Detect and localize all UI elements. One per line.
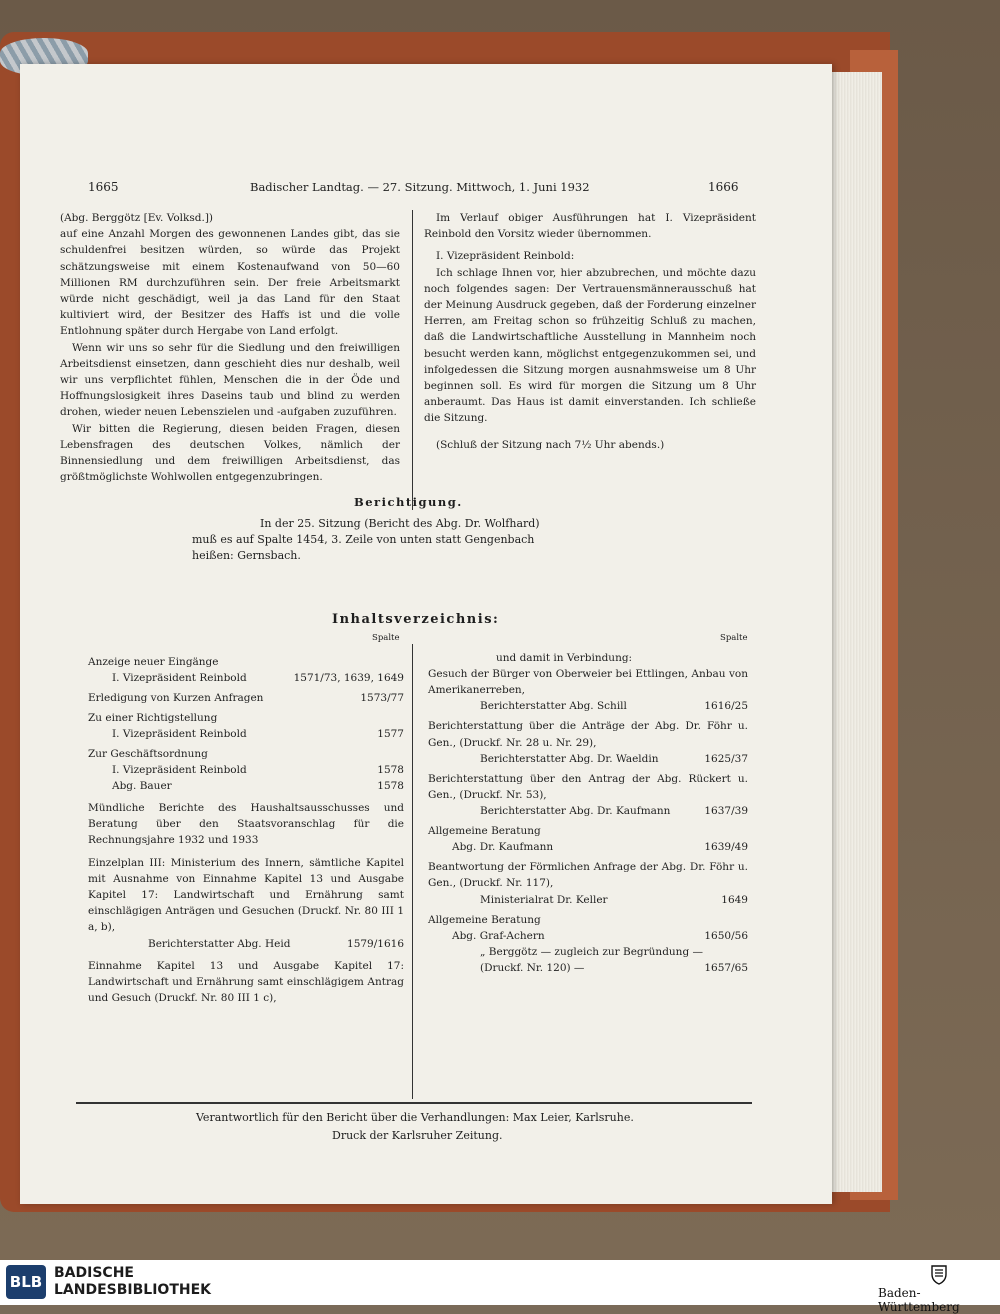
toc-paragraph-text: Gesuch der Bürger von Oberweier bei Ettlingen, Anbau von Amerikanerreben, — [428, 668, 748, 697]
left-column — [60, 210, 400, 485]
session-closing: (Schluß der Sitzung nach 7½ Uhr abends.) — [436, 438, 665, 451]
toc-entry-text: und damit in Verbindung: — [496, 652, 633, 664]
left-paragraph-1: auf eine Anzahl Morgen des gewonnenen Landes gibt, das sie schuldenfrei besitzen würden, so würde das Projekt schätzungsweise mit einem Kostenaufwand von 50—60 Millionen RM durchzuführen sein. Der freie Arbeitsmarkt würde nicht geschädigt, weil ja das Land für den Staat kultiviert wird, der Besitzer des Haffs ist und die volle Entlohnung später durch Hergabe von Land erfolgt. — [60, 228, 400, 338]
page-number-right: 1666 — [708, 180, 739, 194]
toc-entry-text: Abg. Bauer — [112, 780, 172, 792]
left-paragraph-3: Wir bitten die Regierung, diesen beiden Fragen, diesen Lebensfragen des deutschen Volkes, nämlich der Binnensiedlung und dem freiwilligen Arbeitsdienst, das größtmöglichste Wohlwollen entgegenzubringen. — [60, 422, 400, 484]
toc-entry-page: 1650/56 — [704, 929, 748, 942]
toc-paragraph-text: Beantwortung der Förmlichen Anfrage der Abg. Dr. Föhr u. Gen., (Druckf. Nr. 117), — [428, 861, 748, 890]
column-divider-top — [412, 210, 413, 510]
correction-line-1: In der 25. Sitzung (Bericht des Abg. Dr. Wolfhard) — [260, 517, 540, 530]
toc-heading: Inhaltsverzeichnis: — [332, 612, 500, 627]
library-name[interactable] — [54, 1265, 211, 1299]
toc-entry — [428, 823, 748, 839]
toc-entry-page: 1616/25 — [704, 700, 748, 713]
correction-line-2: muß es auf Spalte 1454, 3. Zeile von unten statt Gengenbach — [192, 533, 535, 546]
footer-rule — [76, 1102, 752, 1104]
right-intro: Im Verlauf obiger Ausführungen hat I. Vizepräsident Reinbold den Vorsitz wieder übernommen. — [424, 212, 756, 241]
left-speaker: (Abg. Berggötz [Ev. Volksd.]) — [60, 212, 214, 224]
toc-entry-text: I. Vizepräsident Reinbold — [112, 672, 247, 684]
toc-entry-page: 1577 — [377, 728, 404, 740]
toc-entry-text: Erledigung von Kurzen Anfragen — [88, 692, 264, 704]
toc-entry-text: „ Berggötz — zugleich zur Begründung — — [480, 945, 703, 958]
toc-entry-page: 1578 — [377, 780, 404, 792]
toc-entry-page: 1657/65 — [704, 961, 748, 974]
toc-entry-text: Allgemeine Beratung — [428, 825, 541, 838]
document-page — [20, 64, 832, 1204]
library-name-line-1: BADISCHE — [54, 1265, 134, 1281]
correction-line-3: heißen: Gernsbach. — [192, 549, 301, 562]
toc-entry-text: Anzeige neuer Eingänge — [88, 656, 219, 668]
toc-entry — [428, 912, 748, 928]
toc-entry-page: 1625/37 — [704, 752, 748, 765]
toc-entry — [428, 944, 748, 960]
toc-right-paragraph-3 — [428, 771, 748, 803]
toc-entry-page: 1637/39 — [704, 805, 748, 818]
toc-entry — [428, 650, 748, 666]
toc-entry — [428, 698, 748, 714]
toc-entry — [428, 839, 748, 855]
toc-entry — [428, 803, 748, 819]
toc-entry — [88, 690, 404, 706]
toc-entry-text: Abg. Graf-Achern — [452, 929, 545, 942]
toc-entry — [88, 726, 404, 742]
toc-entry-text: (Druckf. Nr. 120) — — [480, 961, 585, 974]
toc-entry-text: Ministerialrat Dr. Keller — [480, 893, 608, 906]
toc-entry-text: Berichterstatter Abg. Dr. Kaufmann — [480, 805, 671, 818]
state-label[interactable]: Baden-Württemberg — [878, 1286, 960, 1314]
toc-paragraph-3 — [88, 958, 404, 1007]
toc-paragraph-text: Berichterstattung über die Anträge der Abg. Dr. Föhr u. Gen., (Druckf. Nr. 28 u. Nr. 29), — [428, 720, 748, 749]
toc-entry — [428, 751, 748, 767]
toc-entry — [88, 746, 404, 762]
toc-entry — [88, 654, 404, 670]
library-name-line-2: LANDESBIBLIOTHEK — [54, 1282, 212, 1298]
toc-paragraph-1 — [88, 800, 404, 849]
toc-entry-page: 1571/73, 1639, 1649 — [293, 672, 404, 684]
toc-entry — [88, 778, 404, 794]
toc-entry — [88, 710, 404, 726]
toc-right-column — [428, 650, 748, 976]
toc-entry — [428, 892, 748, 908]
right-paragraph: Ich schlage Ihnen vor, hier abzubrechen, und möchte dazu noch folgendes sagen: Der Vertrauensmännerausschuß hat der Meinung Ausdruck gegeben, daß der Forderung einzelner Herren, am Freitag schon so frühzeitig Schluß zu machen, daß die Landwirtschaftliche Ausstellung in Mannheim noch besucht werden kann, möglichst entgegenzukommen sei, und infolgedessen die Sitzung morgen ausnahmsweise um 8 Uhr beginnen soll. Es wird für morgen die Sitzung um 8 Uhr anberaumt. Das Haus ist damit einverstanden. Ich schließe die Sitzung. — [424, 266, 756, 425]
toc-entry-text: Zur Geschäftsordnung — [88, 748, 208, 760]
column-divider-toc — [412, 644, 413, 1099]
toc-paragraph-2 — [88, 855, 404, 936]
toc-column-label-left: Spalte — [372, 633, 400, 643]
imprint-line-1: Verantwortlich für den Bericht über die Verhandlungen: Max Leier, Karlsruhe. — [196, 1111, 634, 1124]
toc-entry-page: 1579/1616 — [347, 937, 404, 950]
toc-entry-page: 1639/49 — [704, 841, 748, 854]
toc-paragraph-text: Mündliche Berichte des Haushaltsausschusses und Beratung über den Staatsvoranschlag für die Rechnungsjahre 1932 und 1933 — [88, 802, 404, 847]
toc-entry — [88, 936, 404, 952]
toc-right-paragraph-2 — [428, 718, 748, 750]
left-paragraph-2: Wenn wir uns so sehr für die Siedlung und den freiwilligen Arbeitsdienst einsetzen, dann geschieht dies nur deshalb, weil wir uns verpflichtet fühlen, Menschen die in der Öde und Hoffnungslosigkeit ihres Daseins taub und blind zu werden drohen, wieder neuen Lebenszielen und -aufgaben zuzuführen. — [60, 341, 400, 419]
toc-entry-text: Allgemeine Beratung — [428, 913, 541, 926]
toc-entry-text: I. Vizepräsident Reinbold — [112, 728, 247, 740]
imprint-line-2: Druck der Karlsruher Zeitung. — [332, 1129, 503, 1142]
right-column — [424, 210, 756, 453]
toc-entry-text: Berichterstatter Abg. Schill — [480, 700, 627, 713]
running-title: Badischer Landtag. — 27. Sitzung. Mittwoch, 1. Juni 1932 — [250, 180, 590, 194]
toc-entry-text: Berichterstatter Abg. Dr. Waeldin — [480, 752, 659, 765]
toc-paragraph-text: Einnahme Kapitel 13 und Ausgabe Kapitel 17: Landwirtschaft und Ernährung samt einschlägigem Antrag und Gesuch (Druckf. Nr. 80 III 1 c), — [88, 959, 404, 1005]
toc-entry — [428, 960, 748, 976]
toc-entry — [88, 670, 404, 686]
toc-column-label-right: Spalte — [720, 633, 748, 643]
toc-left-column — [88, 654, 404, 1006]
coat-of-arms-icon — [928, 1263, 950, 1285]
toc-right-paragraph-1 — [428, 666, 748, 698]
blb-logo[interactable]: BLB — [6, 1265, 46, 1299]
toc-entry-text: I. Vizepräsident Reinbold — [112, 764, 247, 776]
toc-entry-page: 1573/77 — [360, 692, 404, 704]
toc-entry-text: Abg. Dr. Kaufmann — [452, 841, 554, 854]
page-number-left: 1665 — [88, 180, 119, 194]
toc-paragraph-text: Einzelplan III: Ministerium des Innern, sämtliche Kapitel mit Ausnahme von Einnahme Kapitel 13 und Ausgabe Kapitel 17: Landwirtschaft und Ernährung samt einschlägigen Anträgen und Gesuchen (Druckf. Nr. 80 III 1 a, b), — [88, 856, 404, 934]
toc-entry-page: 1578 — [377, 764, 404, 776]
right-speaker: I. Vizepräsident Reinbold: — [436, 250, 575, 263]
correction-heading: Berichtigung. — [354, 495, 463, 509]
toc-paragraph-text: Berichterstattung über den Antrag der Abg. Rückert u. Gen., (Druckf. Nr. 53), — [428, 772, 748, 802]
toc-entry — [428, 928, 748, 944]
toc-entry — [88, 762, 404, 778]
toc-entry-text: Berichterstatter Abg. Heid — [148, 937, 291, 950]
toc-entry-page: 1649 — [721, 893, 748, 906]
toc-entry-text: Zu einer Richtigstellung — [88, 712, 218, 724]
toc-right-paragraph-5 — [428, 859, 748, 891]
